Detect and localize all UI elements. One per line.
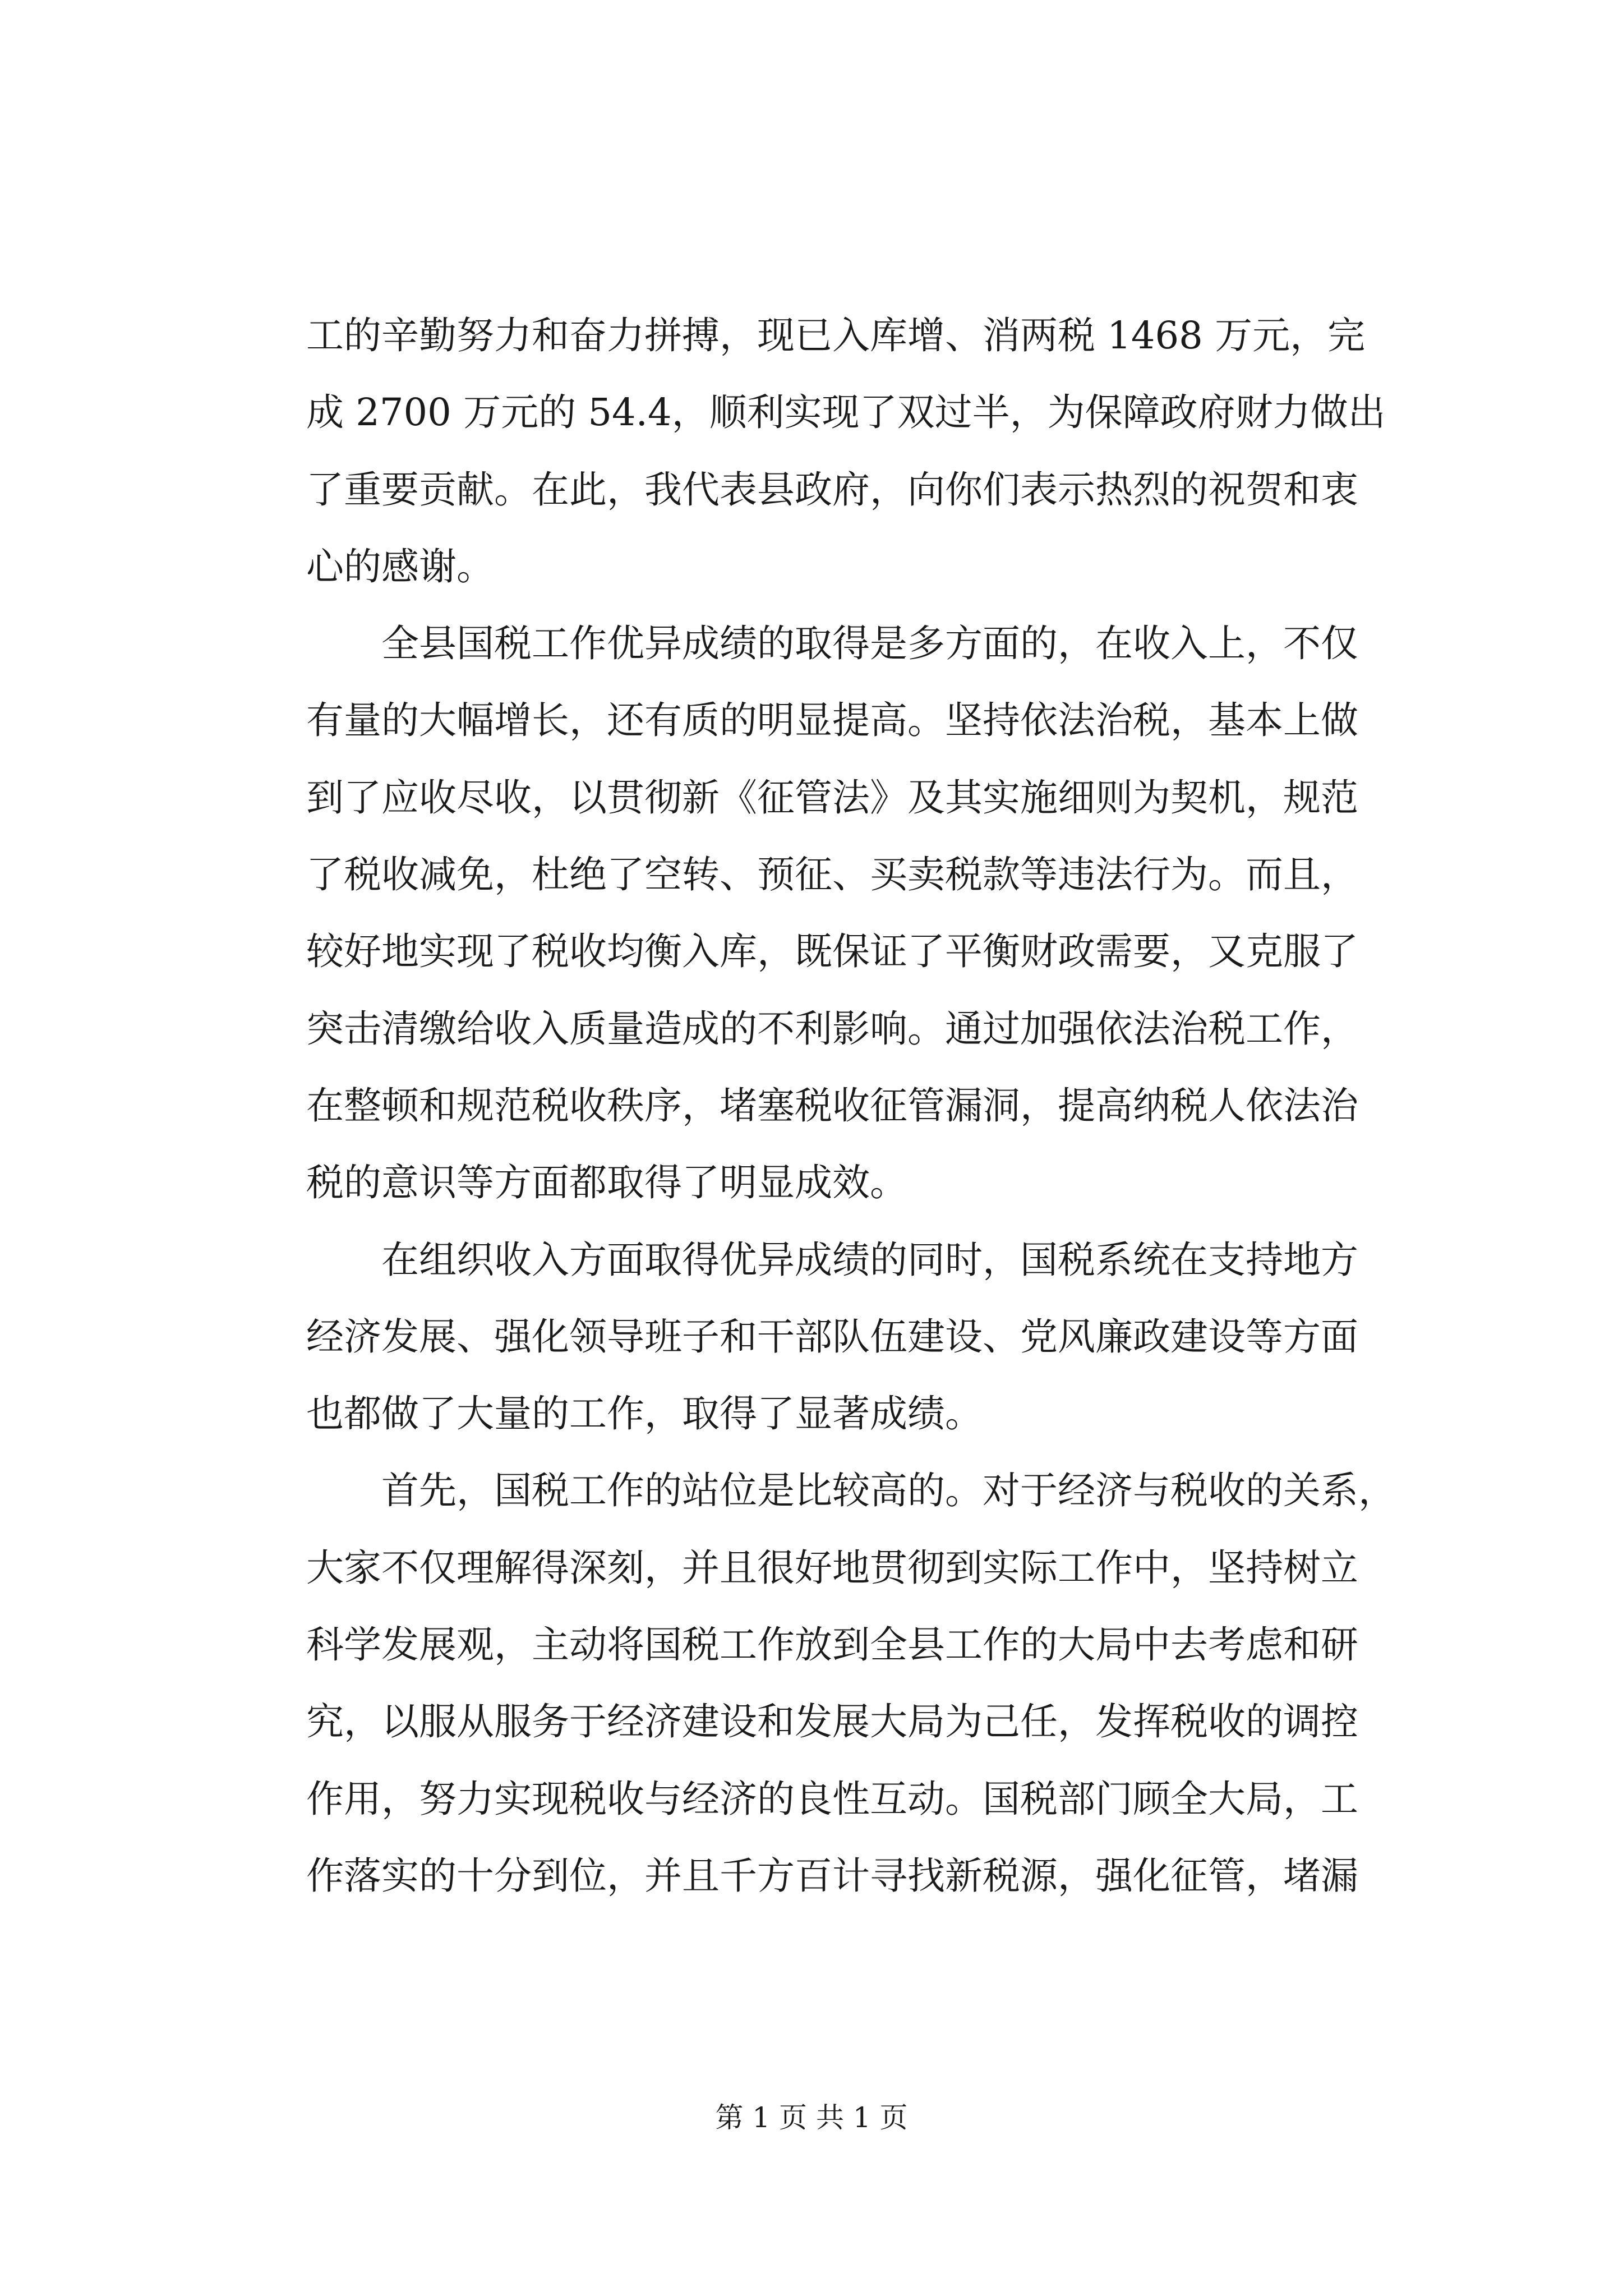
text-line: 有量的大幅增长，还有质的明显提高。坚持依法治税，基本上做	[306, 698, 1358, 743]
page-number: 第 1 页 共 1 页	[715, 2101, 908, 2134]
text-line: 作用，努力实现税收与经济的良性互动。国税部门顾全大局，工	[306, 1777, 1358, 1821]
text-line: 成 2700 万元的 54.4，顺利实现了双过半，为保障政府财力做出	[306, 390, 1386, 435]
text-line: 工的辛勤努力和奋力拼搏，现已入库增、消两税 1468 万元，完	[306, 314, 1366, 357]
text-line: 也都做了大量的工作，取得了显著成绩。	[306, 1392, 983, 1436]
text-line: 大家不仅理解得深刻，并且很好地贯彻到实际工作中，坚持树立	[306, 1545, 1358, 1590]
text-line: 作落实的十分到位，并且千方百计寻找新税源，强化征管，堵漏	[306, 1853, 1358, 1898]
document-body	[306, 297, 1396, 1915]
text-line: 较好地实现了税收均衡入库，既保证了平衡财政需要，又克服了	[306, 930, 1358, 974]
text-line: 在组织收入方面取得优异成绩的同时，国税系统在支持地方	[306, 1237, 1358, 1282]
text-line: 首先，国税工作的站位是比较高的。对于经济与税收的关系，	[306, 1469, 1396, 1513]
text-line: 到了应收尽收，以贯彻新《征管法》及其实施细则为契机，规范	[306, 775, 1358, 820]
text-line: 心的感谢。	[306, 544, 494, 588]
text-line: 突击清缴给收入质量造成的不利影响。通过加强依法治税工作，	[306, 1006, 1358, 1051]
text-line: 经济发展、强化领导班子和干部队伍建设、党风廉政建设等方面	[306, 1314, 1358, 1359]
text-line: 了税收减免，杜绝了空转、预征、买卖税款等违法行为。而且，	[306, 853, 1358, 897]
text-line: 究，以服从服务于经济建设和发展大局为己任，发挥税收的调控	[306, 1700, 1358, 1744]
text-line: 全县国税工作优异成绩的取得是多方面的，在收入上，不仅	[306, 622, 1358, 666]
page-footer	[0, 2098, 1623, 2137]
text-line: 科学发展观，主动将国税工作放到全县工作的大局中去考虑和研	[306, 1623, 1358, 1667]
text-line: 了重要贡献。在此，我代表县政府，向你们表示热烈的祝贺和衷	[306, 467, 1358, 512]
text-line: 税的意识等方面都取得了明显成效。	[306, 1161, 907, 1205]
text-line: 在整顿和规范税收秩序，堵塞税收征管漏洞，提高纳税人依法治	[306, 1083, 1358, 1128]
